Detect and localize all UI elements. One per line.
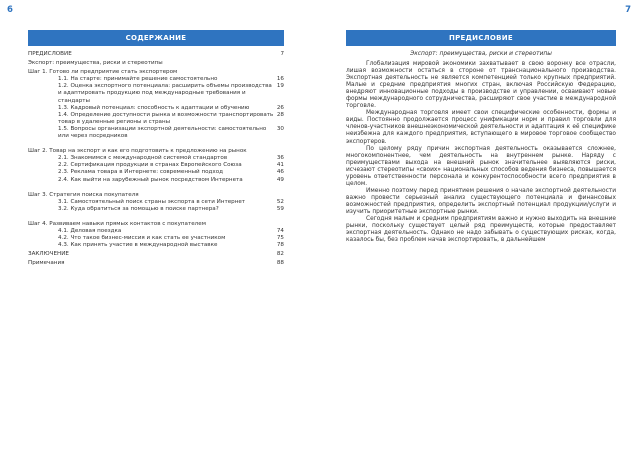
toc-entry-page: 16: [276, 76, 284, 83]
toc-entry-page: 19: [276, 83, 284, 90]
toc-entry[interactable]: [28, 228, 284, 235]
toc-entry-page: 26: [276, 104, 284, 111]
toc-entry-page: 36: [276, 155, 284, 162]
toc-entry-title: 3.2. Куда обратиться за помощью в поиске партнера?: [58, 205, 219, 212]
toc-entry[interactable]: [28, 51, 284, 58]
toc-entry-title: 2.1. Знакомимся с международной системой стандартов: [58, 155, 228, 162]
toc-entry-title: 1.2. Оценка экспортного потенциала: расширить объемы производства и адаптировать продукцию под международные требования и стандарты: [58, 83, 272, 104]
toc-entry-page: 78: [276, 242, 284, 249]
toc-entry[interactable]: [28, 260, 284, 267]
toc-entry-title: 1.5. Вопросы организации экспортной деятельности: самостоятельно или через посредников: [58, 125, 267, 140]
toc-entry[interactable]: [28, 105, 284, 112]
toc-entry-page: 88: [276, 260, 284, 267]
toc-entry[interactable]: [28, 76, 284, 83]
toc-entry-title: 3.1. Самостоятельный поиск страны экспорта в сети Интернет: [58, 198, 246, 205]
toc-entry-title: ЗАКЛЮЧЕНИЕ: [28, 251, 69, 258]
toc-entry[interactable]: [28, 242, 284, 249]
toc-entry-title: Шаг 1. Готово ли предприятие стать экспортером: [28, 69, 178, 76]
toc-entry-title: 4.2. Что такое бизнес-миссия и как стать ее участником: [58, 235, 226, 242]
contents-title: СОДЕРЖАНИЕ: [28, 30, 284, 46]
toc-entry[interactable]: [28, 83, 284, 104]
toc-entry-title: ПРЕДИСЛОВИЕ: [28, 51, 72, 57]
page-number-left: 6: [7, 5, 13, 15]
toc-entry-page: 75: [276, 235, 284, 242]
toc-entry-page: 7: [280, 51, 284, 57]
toc-entry[interactable]: [28, 60, 284, 67]
toc-entry-title: 2.4. Как выйти на зарубежный рынок посредством Интернета: [58, 176, 243, 183]
toc-entry-page: 59: [276, 205, 284, 212]
toc-entry-title: Шаг 3. Стратегия поиска покупателя: [28, 191, 139, 198]
toc-entry-title: Шаг 4. Развиваем навыки прямых контактов с покупателем: [28, 220, 206, 227]
toc-entry[interactable]: [28, 192, 284, 199]
contents-page: [28, 30, 284, 450]
table-of-contents: [28, 51, 284, 267]
foreword-title: ПРЕДИСЛОВИЕ: [346, 30, 616, 46]
toc-entry-title: 2.3. Реклама товара в Интернете: современный подход: [58, 169, 224, 176]
foreword-body: [346, 61, 616, 244]
toc-entry-title: Экспорт: преимущества, риски и стереотипы: [28, 60, 163, 67]
toc-entry-page: 41: [276, 162, 284, 169]
toc-entry-page: 46: [276, 169, 284, 176]
toc-entry-title: 1.1. На старте: принимайте решение самостоятельно: [58, 76, 218, 83]
toc-entry-page: 82: [276, 251, 284, 258]
toc-entry-page: 74: [276, 227, 284, 234]
toc-entry[interactable]: [28, 199, 284, 206]
foreword-paragraph: По целому ряду причин экспортная деятельность оказывается сложнее, многокомпонентнее, чем деятельность на внутреннем рынке. Наряду с преимуществами выхода на внешний рынок значительнее выявляются риски, исчезают стереотипы «своих» национальных способов ведения бизнеса, повышается уровень ответственности персонала и конкурентоспособности всего предприятия в целом.: [346, 145, 616, 187]
toc-entry-page: 52: [276, 198, 284, 205]
toc-entry-page: 49: [276, 176, 284, 183]
toc-entry-title: 4.3. Как принять участие в международной выставке: [58, 242, 218, 249]
foreword-paragraph: Глобализация мировой экономики захватывает в свою воронку все отрасли, лишая возможности остаться в стороне от транснационального производства. Экспортная деятельность не является компетенцией только крупных предприятий. Малые и средние предприятия многих стран, включая Российскую Федерацию, внедряют инновационные подходы в производстве и управлении, осваивают новые формы международного сотрудничества, расширяют свое участие в международной торговле.: [346, 61, 616, 110]
toc-entry[interactable]: [28, 169, 284, 176]
foreword-page: [346, 30, 616, 450]
toc-entry-title: 1.3. Кадровый потенциал: способность к адаптации и обучению: [58, 104, 250, 111]
toc-entry-title: 1.4. Определение доступности рынка и возможности транспортировать товар в удаленные регионы и страны: [58, 111, 274, 125]
page-number-right: 7: [625, 5, 631, 15]
toc-entry-title: Шаг 2. Товар на экспорт и как его подготовить к предложению на рынок: [28, 148, 247, 155]
toc-entry[interactable]: [28, 251, 284, 258]
foreword-paragraph: Именно поэтому перед принятием решения о начале экспортной деятельности важно провести серьезный анализ существующего потенциала и финансовых возможностей предприятия, определить экспортный потенциал продукции/услуги и изучить приоритетные экспортные рынки.: [346, 187, 616, 215]
toc-entry[interactable]: [28, 206, 284, 213]
toc-entry-title: 4.1. Деловая поездка: [58, 227, 122, 234]
toc-entry[interactable]: [28, 126, 284, 140]
toc-entry[interactable]: [28, 177, 284, 184]
toc-entry-page: 28: [276, 111, 284, 118]
foreword-paragraph: Сегодня малым и средним предприятиям важно и нужно выходить на внешние рынки, поскольку существует целый ряд преимуществ, которые предоставляет экспортная деятельность. Однако не надо забывать о существующих рисках, когда, казалось бы, без проблем начав экспортировать, в дальнейшем: [346, 216, 616, 244]
foreword-subtitle: Экспорт: преимущества, риски и стереотипы: [410, 51, 552, 57]
toc-entry-title: 2.2. Сертификация продукции в странах Европейского Союза: [58, 162, 242, 169]
toc-entry-page: 30: [276, 125, 284, 132]
toc-entry[interactable]: [28, 112, 284, 126]
toc-entry-title: Примечания: [28, 260, 65, 267]
toc-entry[interactable]: [28, 221, 284, 228]
foreword-paragraph: Международная торговля имеет свои специфические особенности, формы и виды. Постоянно продолжается процесс унификации норм и правил торговли для членов-участников внешнеэкономической деятельности и адаптация к её специфике неизбежна для каждого предприятия, вступающего в мировое торговое сообщество экспортеров.: [346, 110, 616, 145]
